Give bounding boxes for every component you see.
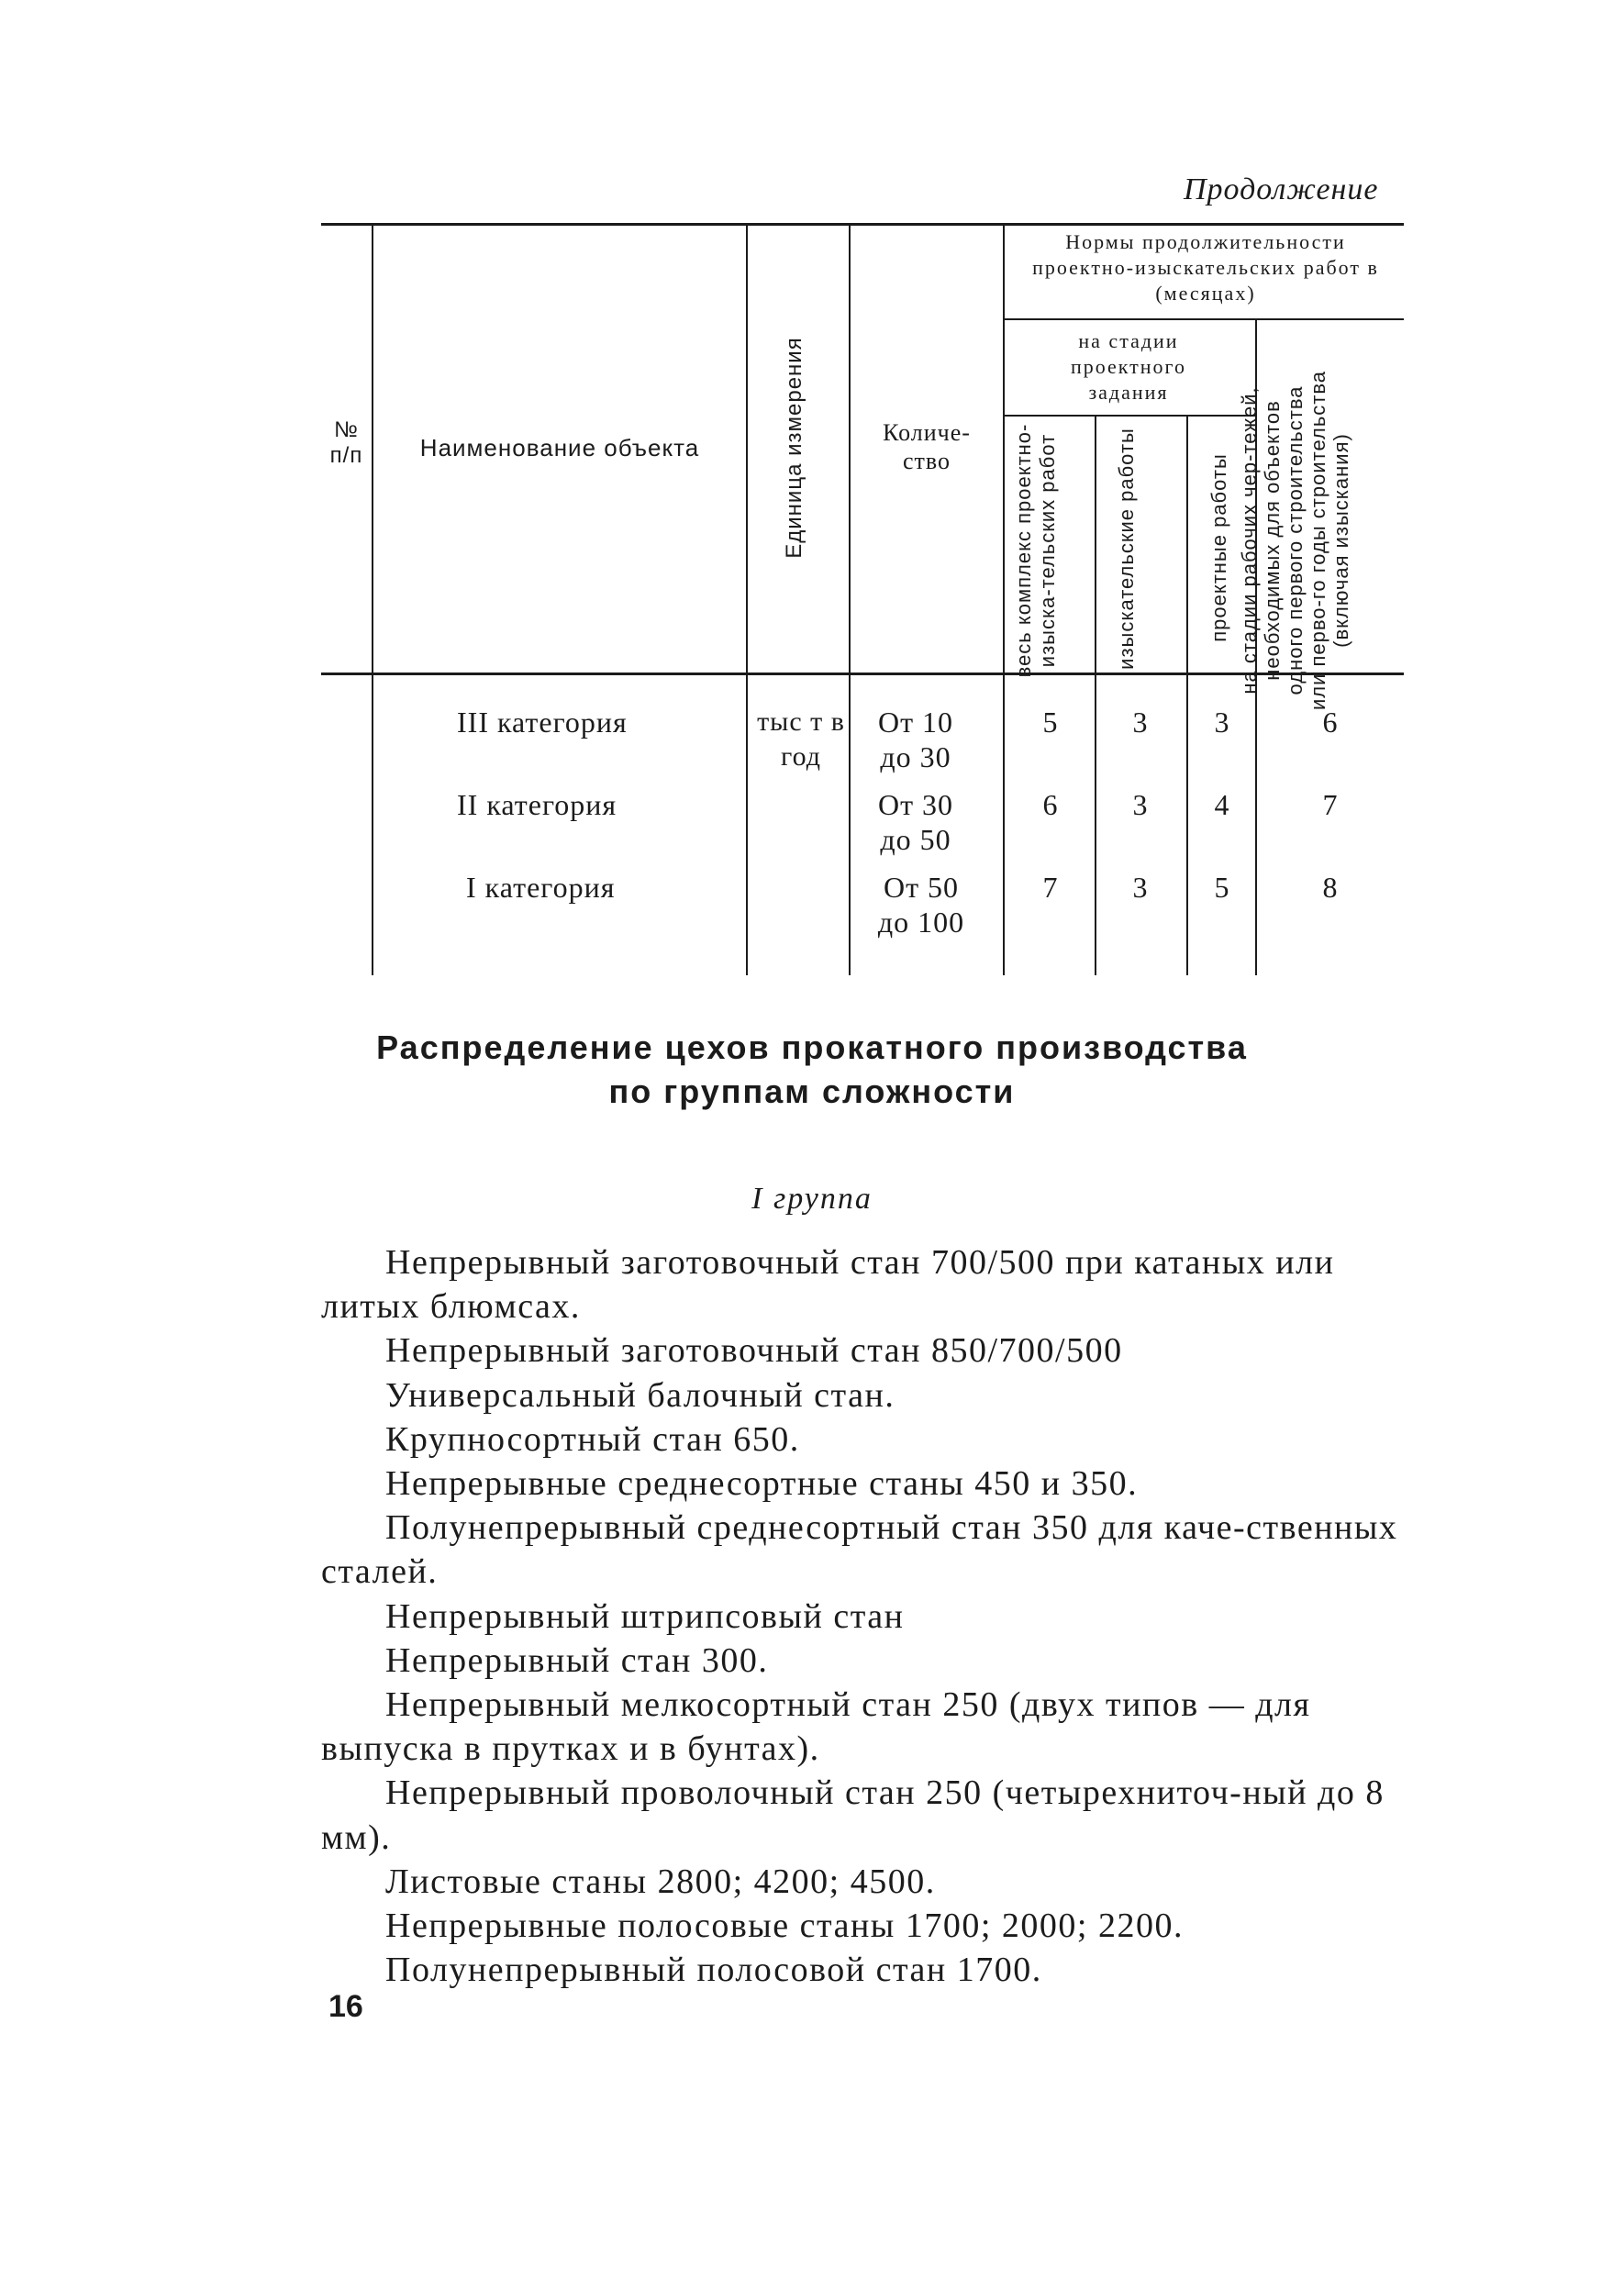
col-header-stage: на стадии проектного задания (1070, 329, 1187, 404)
paragraph: Листовые станы 2800; 4200; 4500. (385, 1862, 936, 1901)
row-working: 7 (1322, 788, 1339, 821)
paragraph: Непрерывный заготовочный стан 700/500 при катаных или литых блюмсах. (321, 1243, 1335, 1327)
row-qty: От 10 до 30 (877, 706, 954, 773)
norms-subheader-rule (1003, 318, 1404, 320)
paragraph: Непрерывные среднесортные станы 450 и 350. (385, 1464, 1139, 1504)
row-full: 7 (1042, 871, 1059, 904)
row-survey: 3 (1132, 871, 1149, 904)
col-header-qty: Количе-ство (883, 419, 971, 474)
col-header-full: весь комплекс проектно-изыска-тельских работ (1012, 423, 1059, 678)
paragraph: Полунепрерывный полосовой стан 1700. (385, 1951, 1042, 1990)
col-divider (1095, 415, 1096, 975)
row-working: 6 (1322, 706, 1339, 739)
group-label: I группа (751, 1182, 873, 1216)
col-divider (746, 223, 748, 975)
row-unit: тыс т в год (757, 706, 845, 772)
col-divider (1186, 415, 1188, 975)
table-top-rule (321, 223, 1404, 226)
page-number: 16 (328, 1989, 363, 2024)
row-qty: От 50 до 100 (877, 871, 965, 939)
col-header-survey: изыскательские работы (1115, 428, 1138, 670)
paragraph: Крупносортный стан 650. (385, 1419, 800, 1459)
section-title-line1: Распределение цехов прокатного производства (376, 1028, 1248, 1066)
paragraph: Непрерывные полосовые станы 1700; 2000; 2200. (385, 1907, 1184, 1946)
paragraph: Непрерывный штрипсовый стан (385, 1596, 905, 1636)
row-qty: От 30 до 50 (877, 788, 954, 856)
col-header-no: № п/п (329, 417, 363, 468)
col-divider (849, 223, 851, 975)
col-divider (1003, 223, 1005, 975)
row-name: III категория (457, 706, 628, 739)
row-design: 4 (1214, 788, 1230, 821)
row-design: 5 (1214, 871, 1230, 904)
row-survey: 3 (1132, 788, 1149, 821)
continuation-label: Продолжение (1184, 172, 1379, 206)
row-full: 6 (1042, 788, 1059, 821)
stage-subheader-rule (1003, 415, 1255, 417)
row-survey: 3 (1132, 706, 1149, 739)
row-name: II категория (457, 788, 617, 821)
col-header-name: Наименование объекта (419, 434, 700, 461)
row-full: 5 (1042, 706, 1059, 739)
paragraph: Непрерывный стан 300. (385, 1640, 769, 1680)
col-header-norms: Нормы продолжительности проектно-изыскательских работ в (месяцах) (1032, 230, 1379, 305)
col-header-working: на стадии рабочих чер-тежей, необходимых для объектов одного первого строительства или перво-го годы строительства (включая изыскания) (1238, 370, 1352, 711)
col-header-design: проектные работы (1207, 453, 1230, 642)
col-divider (372, 223, 373, 975)
paragraph: Полунепрерывный среднесортный стан 350 для каче-ственных сталей. (321, 1508, 1398, 1592)
paragraph: Непрерывный мелкосортный стан 250 (двух типов — для выпуска в прутках и в бунтах). (321, 1685, 1311, 1769)
paragraph: Непрерывный проволочный стан 250 (четырехниточ-ный до 8 мм). (321, 1773, 1385, 1857)
paragraph: Универсальный балочный стан. (385, 1375, 895, 1415)
row-design: 3 (1214, 706, 1230, 739)
row-name: I категория (466, 871, 616, 904)
col-header-unit: Единица измерения (782, 337, 806, 559)
paragraph: Непрерывный заготовочный стан 850/700/500 (385, 1331, 1123, 1371)
section-title-line2: по группам сложности (608, 1073, 1016, 1110)
body-text (321, 1240, 1404, 1992)
row-working: 8 (1322, 871, 1339, 904)
